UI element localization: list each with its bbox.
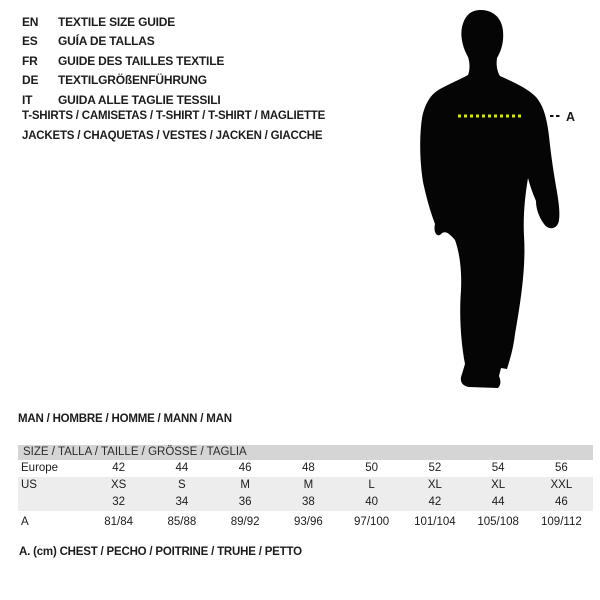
table-cell: 42 [428, 496, 442, 508]
language-code: EN [22, 15, 39, 29]
table-row-label: Europe [21, 462, 59, 474]
table-cell: 32 [112, 496, 126, 508]
table-row [18, 460, 593, 477]
size-table-header: SIZE / TALLA / TAILLE / GRÖSSE / TAGLIA [18, 445, 593, 460]
table-row-label [18, 494, 87, 511]
table-cell: XXL [550, 479, 573, 491]
size-table [18, 445, 593, 531]
table-cell: 89/92 [230, 516, 260, 528]
table-cell: S [178, 479, 186, 491]
table-cell: 101/104 [414, 516, 456, 528]
table-cell: 46 [238, 462, 252, 474]
table-cell: 46 [554, 496, 568, 508]
size-table-rows [18, 460, 593, 531]
table-cell: 44 [491, 496, 505, 508]
category-tshirts: T-SHIRTS / CAMISETAS / T-SHIRT / T-SHIRT / MAGLIETTE [22, 110, 326, 122]
table-cell: 105/108 [477, 516, 519, 528]
category-jackets: JACKETS / CHAQUETAS / VESTES / JACKEN / GIACCHE [22, 129, 323, 142]
guide-title-en: TEXTILE SIZE GUIDE [58, 15, 176, 29]
table-cell: 56 [554, 462, 568, 474]
table-cell: 50 [365, 462, 379, 474]
table-cell: L [368, 479, 375, 491]
table-cell: XL [427, 479, 442, 491]
table-cell: M [303, 479, 314, 491]
table-cell: 54 [491, 462, 505, 474]
table-cell: 48 [301, 462, 315, 474]
man-silhouette [420, 10, 559, 388]
table-row [18, 514, 593, 531]
table-cell: XS [110, 479, 127, 491]
table-row-label: US [21, 479, 37, 491]
measurement-label-a: A [566, 110, 576, 124]
language-code: ES [22, 34, 38, 49]
table-cell: 40 [365, 496, 379, 508]
language-code: FR [22, 53, 38, 68]
guide-title-es: GUÍA DE TALLAS [58, 34, 155, 49]
language-code: IT [22, 92, 33, 107]
table-cell: 97/100 [354, 516, 390, 528]
table-cell: 109/112 [541, 516, 582, 528]
measurement-footnote: A. (cm) CHEST / PECHO / POITRINE / TRUHE / PETTO [19, 546, 302, 558]
table-cell: XL [491, 479, 506, 491]
table-cell: 52 [428, 462, 442, 474]
language-code: DE [22, 73, 39, 88]
table-cell: 34 [175, 496, 189, 508]
table-cell: M [240, 479, 250, 491]
table-row [18, 477, 593, 494]
table-row [18, 494, 593, 511]
section-title-man: MAN / HOMBRE / HOMME / MANN / MAN [18, 413, 232, 425]
table-cell: 36 [238, 496, 252, 508]
guide-title-fr: GUIDE DES TAILLES TEXTILE [58, 53, 225, 68]
guide-title-it: GUIDA ALLE TAGLIE TESSILI [58, 92, 221, 107]
table-cell: 85/88 [167, 516, 197, 528]
table-cell: 44 [175, 462, 189, 474]
table-cell: 93/96 [293, 516, 323, 528]
table-row-label: A [21, 516, 29, 528]
table-cell: 81/84 [104, 516, 134, 528]
table-cell: 38 [301, 496, 315, 508]
guide-title-de: TEXTILGRÖßENFÜHRUNG [58, 73, 207, 88]
table-cell: 42 [112, 462, 126, 474]
